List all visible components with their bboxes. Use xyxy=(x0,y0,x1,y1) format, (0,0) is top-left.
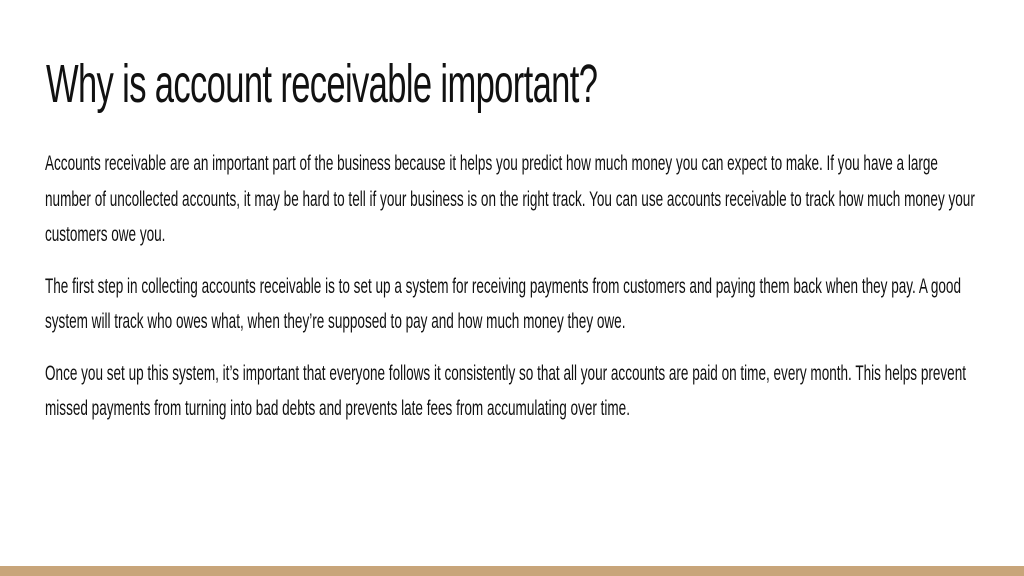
slide-body xyxy=(45,146,976,443)
body-paragraph-1: Accounts receivable are an important part of the business because it helps you predict how much money you can expect to make. If you have a large number of uncollected accounts, it may be hard to tell if your business is on the right track. You can use accounts receivable to track how much money your customers owe you. xyxy=(45,152,975,246)
body-paragraph-2: The first step in collecting accounts receivable is to set up a system for receiving payments from customers and paying them back when they pay. A good system will track who owes what, when they’re supposed to pay and how much money they owe. xyxy=(45,274,962,333)
accent-bar xyxy=(0,566,1024,576)
body-paragraph-3: Once you set up this system, it’s important that everyone follows it consistently so that all your accounts are paid on time, every month. This helps prevent missed payments from turning into bad debts and prevents late fees from accumulating over time. xyxy=(45,361,967,420)
slide-title: Why is account receivable important? xyxy=(46,54,598,114)
